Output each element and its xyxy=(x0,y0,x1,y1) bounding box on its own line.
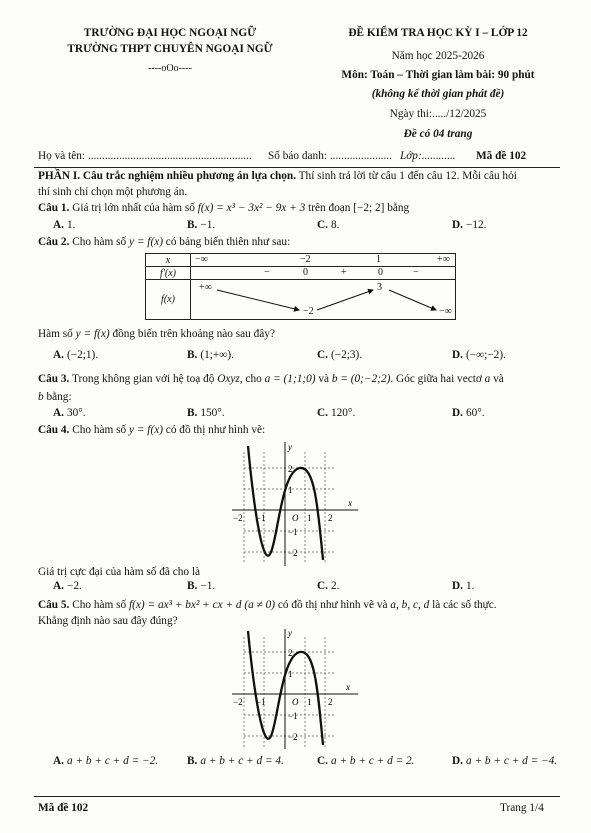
header-divider xyxy=(34,167,560,168)
option-letter: C. xyxy=(317,755,328,767)
q3-option-d[interactable] xyxy=(452,407,485,419)
school-name-line1: TRƯỜNG ĐẠI HỌC NGOẠI NGỮ xyxy=(83,27,257,39)
q4-text-a: Cho hàm số xyxy=(69,424,130,436)
subject-line: Môn: Toán – Thời gian làm bài: 90 phút xyxy=(341,69,535,81)
vt-x-row xyxy=(191,254,456,267)
vt-sign-3: 0 xyxy=(378,267,383,278)
option-letter: C. xyxy=(317,349,328,361)
q3-text-c: và xyxy=(315,373,332,385)
q4-option-b[interactable] xyxy=(187,580,215,592)
q2-formula: y = f(x) xyxy=(129,236,163,248)
option-letter: A. xyxy=(53,580,64,592)
q5-vars: a, b, c, d xyxy=(390,599,430,611)
q4-label: Câu 4. xyxy=(38,424,70,436)
q3-vector-a: a = (1;1;0) xyxy=(264,373,316,385)
vt-arrows xyxy=(191,280,456,320)
option-text: 60°. xyxy=(465,407,485,419)
tick-label: −2 xyxy=(288,732,298,742)
q5-question: Khẳng định nào sau đây đúng? xyxy=(38,615,178,627)
q5-condition: (a ≠ 0) xyxy=(244,599,276,611)
option-letter: B. xyxy=(187,580,198,592)
vt-x-1: −2 xyxy=(300,254,311,265)
exam-date: Ngày thi:...../12/2025 xyxy=(389,108,487,120)
option-letter: D. xyxy=(452,580,463,592)
option-text: 1. xyxy=(465,580,475,592)
q3-b-symbol: b xyxy=(38,391,44,403)
vt-f-3: −∞ xyxy=(439,306,452,317)
tick-label: −2 xyxy=(233,697,243,707)
footer-divider xyxy=(34,796,560,797)
q2-option-c[interactable] xyxy=(317,349,362,361)
vt-f-2: 3 xyxy=(377,282,382,293)
part1-instruction2: thí sinh chỉ chọn một phương án. xyxy=(38,186,188,198)
option-letter: D. xyxy=(452,219,463,231)
q1-text: Giá trị lớn nhất của hàm số xyxy=(69,202,198,214)
q5-text-a: Cho hàm số xyxy=(69,599,130,611)
vt-sign-1: 0 xyxy=(303,267,308,278)
part1-heading: PHẦN I. Câu trắc nghiệm nhiều phương án lựa chọn. xyxy=(38,170,297,182)
vt-arrow-down-1 xyxy=(217,290,299,310)
q4-graph xyxy=(230,440,362,570)
q3-text-a: Trong không gian với hệ toạ độ xyxy=(69,373,218,385)
class-field: Lớp:............ xyxy=(400,150,456,162)
option-text: a + b + c + d = 2. xyxy=(330,755,415,767)
q1-interval: [−2; 2] xyxy=(353,202,385,214)
vt-f-row xyxy=(191,280,456,320)
origin-label: O xyxy=(292,513,299,523)
vt-sign-row xyxy=(191,267,456,280)
q5-label: Câu 5. xyxy=(38,599,70,611)
q3-a-symbol: a xyxy=(484,373,491,385)
option-text: 30°. xyxy=(66,407,86,419)
q5-option-a[interactable] xyxy=(53,755,158,767)
origin-label: O xyxy=(292,697,299,707)
vt-f-1: −2 xyxy=(303,306,314,317)
tick-label: 2 xyxy=(288,464,293,474)
vt-x-3: +∞ xyxy=(437,254,450,265)
school-year: Năm học 2025-2026 xyxy=(391,50,485,62)
option-letter: C. xyxy=(317,407,328,419)
q4-option-a[interactable] xyxy=(53,580,82,592)
option-text: 8. xyxy=(330,219,340,231)
axis-y-label: y xyxy=(288,628,292,638)
axis-x-label: x xyxy=(348,498,352,508)
option-text: (−∞;−2). xyxy=(465,349,506,361)
vt-arrow-up xyxy=(317,290,373,310)
q2-option-a[interactable] xyxy=(53,349,98,361)
axis-x-label: x xyxy=(346,682,350,692)
variation-table xyxy=(145,253,456,320)
q3-option-b[interactable] xyxy=(187,407,225,419)
tick-label: 1 xyxy=(288,485,293,495)
option-letter: A. xyxy=(53,755,64,767)
q4-option-c[interactable] xyxy=(317,580,339,592)
q3-vector-b: b = (0;−2;2) xyxy=(331,373,391,385)
option-text: (−2;1). xyxy=(66,349,99,361)
q4-question: Giá trị cực đại của hàm số đã cho là xyxy=(38,566,201,578)
vt-sign-4: − xyxy=(413,267,419,278)
option-text: 2. xyxy=(330,580,340,592)
q2-option-b[interactable] xyxy=(187,349,234,361)
option-letter: C. xyxy=(317,219,328,231)
q1-text-c: bằng xyxy=(384,202,410,214)
q4-formula: y = f(x) xyxy=(129,424,163,436)
vt-x-2: 1 xyxy=(376,254,381,265)
time-note: (không kể thời gian phát đề) xyxy=(371,88,505,100)
vt-f-0: +∞ xyxy=(199,282,212,293)
option-letter: A. xyxy=(53,407,64,419)
option-letter: B. xyxy=(187,349,198,361)
q1-formula: f(x) = x³ − 3x² − 9x + 3 xyxy=(197,202,306,214)
question-5 xyxy=(38,599,497,611)
option-letter: D. xyxy=(452,349,463,361)
vt-arrow-down-2 xyxy=(389,290,436,310)
vt-f-label: f(x) xyxy=(146,280,191,320)
q2-text-b: có bảng biến thiên như sau: xyxy=(162,236,291,248)
q5-option-c[interactable] xyxy=(317,755,415,767)
question-3 xyxy=(38,373,504,385)
option-letter: B. xyxy=(187,219,198,231)
option-text: −12. xyxy=(465,219,487,231)
q4-text-b: có đồ thị như hình vẽ: xyxy=(162,424,266,436)
vt-x-0: −∞ xyxy=(195,254,208,265)
tick-label: 1 xyxy=(288,669,293,679)
part1-instruction1: Thí sinh trả lời từ câu 1 đến câu 12. Mỗi câu hỏi xyxy=(296,170,517,182)
option-text: a + b + c + d = −2. xyxy=(66,755,159,767)
option-letter: C. xyxy=(317,580,328,592)
q5-graph xyxy=(230,627,362,751)
question-4 xyxy=(38,424,265,436)
q1-option-d[interactable] xyxy=(452,219,486,231)
vt-x-label: x xyxy=(146,254,191,267)
exam-title: ĐỀ KIỂM TRA HỌC KỲ I – LỚP 12 xyxy=(348,27,528,39)
option-letter: A. xyxy=(53,219,64,231)
tick-label: 2 xyxy=(328,513,333,523)
q2-option-d[interactable] xyxy=(452,349,506,361)
page-count: Đề có 04 trang xyxy=(403,128,473,140)
vt-fprime-label: f'(x) xyxy=(146,267,191,280)
option-letter: B. xyxy=(187,407,198,419)
option-text: −2. xyxy=(66,580,82,592)
option-text: (−2;3). xyxy=(330,349,363,361)
option-letter: B. xyxy=(187,755,198,767)
part1-heading-line xyxy=(38,170,517,182)
q3-option-c[interactable] xyxy=(317,407,355,419)
q1-option-b[interactable] xyxy=(187,219,215,231)
option-text: 120°. xyxy=(330,407,356,419)
school-name-line2: TRƯỜNG THPT CHUYÊN NGOẠI NGỮ xyxy=(67,43,273,55)
q4-option-d[interactable] xyxy=(452,580,474,592)
q3-label: Câu 3. xyxy=(38,373,70,385)
option-text: (1;+∞). xyxy=(200,349,234,361)
q5-text-b: có đồ thị như hình vẽ và xyxy=(275,599,391,611)
q2-question xyxy=(38,328,275,340)
q2-text: Cho hàm số xyxy=(69,236,130,248)
q2-question-b: đồng biến trên khoảng nào sau đây? xyxy=(109,328,275,340)
option-text: a + b + c + d = −4. xyxy=(465,755,558,767)
q5-text-c: là các số thực. xyxy=(429,599,497,611)
tick-label: −1 xyxy=(256,697,266,707)
option-text: 1. xyxy=(66,219,76,231)
option-text: a + b + c + d = 4. xyxy=(200,755,284,767)
option-letter: D. xyxy=(452,755,463,767)
q3-text-e: và xyxy=(490,373,504,385)
tick-label: 2 xyxy=(328,697,333,707)
tick-label: −1 xyxy=(288,527,298,537)
option-text: −1. xyxy=(200,580,216,592)
q3-text-f: bằng: xyxy=(43,391,72,403)
tick-label: −2 xyxy=(288,548,298,558)
tick-label: −1 xyxy=(288,711,298,721)
q3-space: Oxyz xyxy=(217,373,240,385)
tick-label: −2 xyxy=(233,513,243,523)
question-2 xyxy=(38,236,290,248)
q1-label: Câu 1. xyxy=(38,202,70,214)
tick-label: −1 xyxy=(256,513,266,523)
question-3-cont xyxy=(38,391,72,403)
header-ornament: ----oOo---- xyxy=(148,63,192,74)
q3-text-d: . Góc giữa hai vectơ xyxy=(390,373,485,385)
q2-question-formula: y = f(x) xyxy=(75,328,110,340)
q3-option-a[interactable] xyxy=(53,407,86,419)
q2-label: Câu 2. xyxy=(38,236,70,248)
q2-question-a: Hàm số xyxy=(38,328,76,340)
exam-code: Mã đề 102 xyxy=(476,150,527,162)
footer-page-number: Trang 1/4 xyxy=(500,802,544,814)
option-text: −1. xyxy=(200,219,216,231)
vt-sign-2: + xyxy=(341,267,347,278)
footer-exam-code: Mã đề 102 xyxy=(38,802,89,814)
tick-label: 1 xyxy=(307,513,312,523)
axis-y-label: y xyxy=(288,442,292,452)
student-id-field: Số báo danh: ...................... xyxy=(268,150,392,162)
vt-sign-0: − xyxy=(264,267,270,278)
tick-label: 1 xyxy=(307,697,312,707)
q1-option-c[interactable] xyxy=(317,219,339,231)
q1-option-a[interactable] xyxy=(53,219,75,231)
student-name-field: Họ và tên: .......................................................... xyxy=(38,150,252,162)
q1-text-b: trên đoạn xyxy=(305,202,354,214)
question-1 xyxy=(38,202,409,214)
q5-option-b[interactable] xyxy=(187,755,284,767)
option-letter: D. xyxy=(452,407,463,419)
q5-formula: f(x) = ax³ + bx² + cx + d xyxy=(129,599,242,611)
q5-option-d[interactable] xyxy=(452,755,557,767)
tick-label: 2 xyxy=(288,648,293,658)
option-text: 150°. xyxy=(200,407,225,419)
q3-text-b: , cho xyxy=(239,373,265,385)
option-letter: A. xyxy=(53,349,64,361)
